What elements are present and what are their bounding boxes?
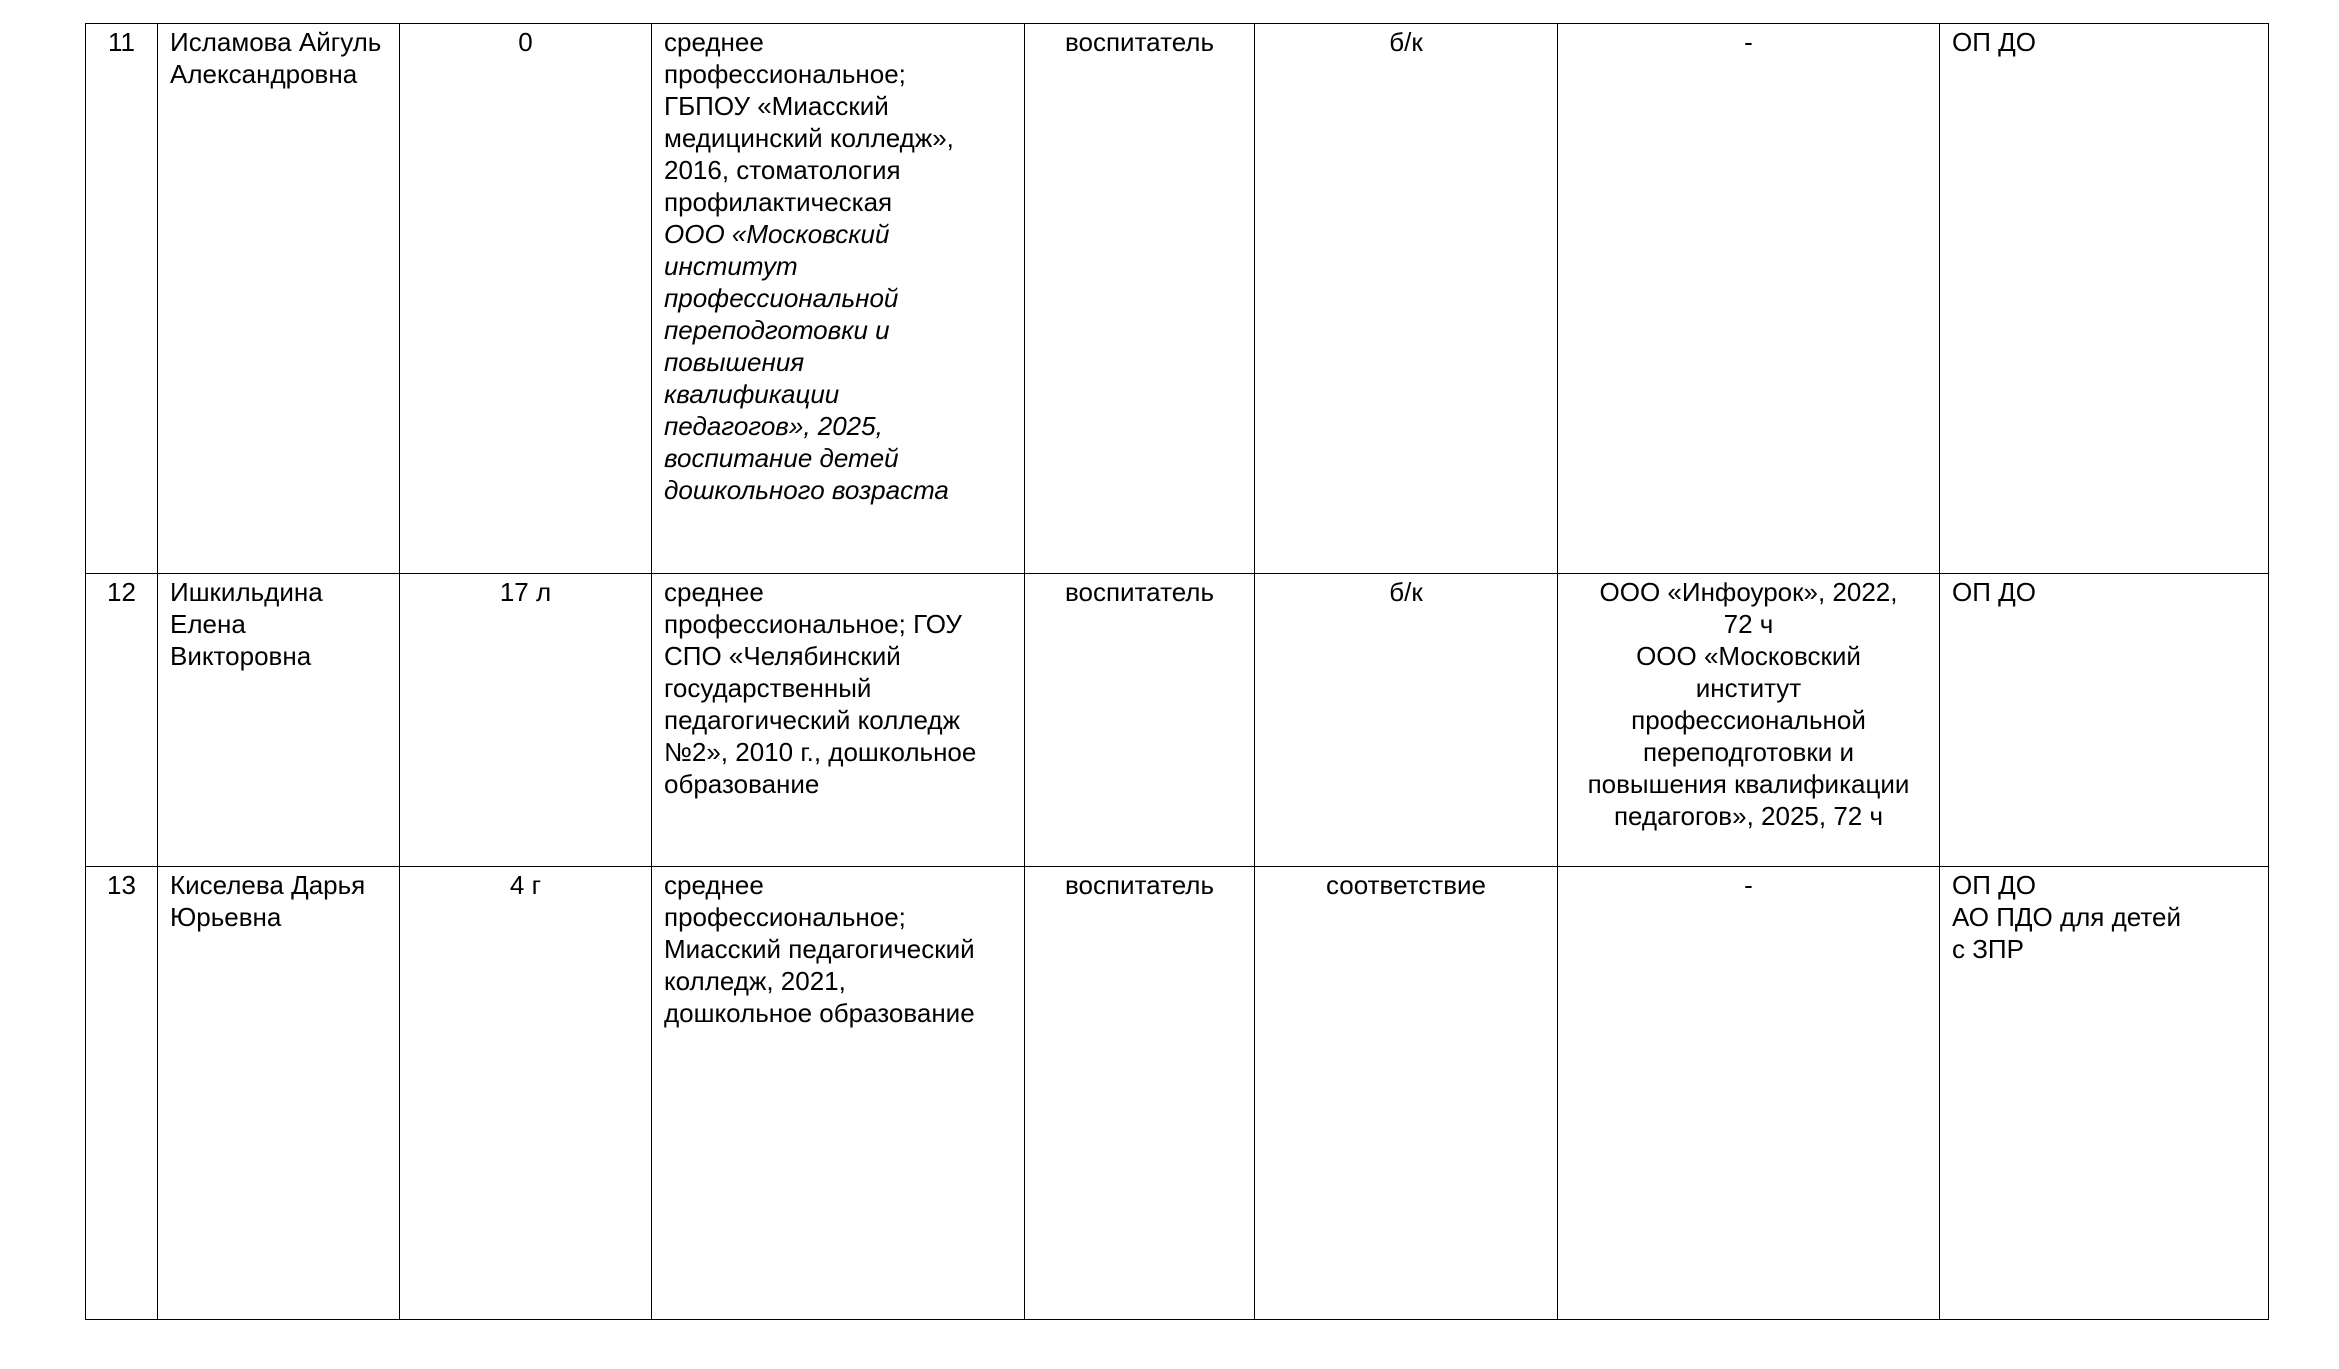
position-cell: воспитатель — [1025, 574, 1255, 867]
qualification-cell — [1558, 24, 1940, 574]
programs-cell — [1940, 867, 2269, 1320]
education-cell — [652, 867, 1025, 1320]
table-row — [86, 24, 2269, 574]
text-line: ООО «Московский — [664, 219, 890, 249]
text-line: 2016, стоматология — [664, 155, 901, 185]
text-line: педагогов», 2025, — [664, 411, 883, 441]
text-line: АО ПДО для детей — [1952, 902, 2181, 932]
text-line: воспитание детей — [664, 443, 899, 473]
text-line: ОП ДО — [1952, 577, 2036, 607]
education-cell — [652, 24, 1025, 574]
programs-cell — [1940, 24, 2269, 574]
text-line: профессиональной — [664, 283, 899, 313]
category-cell: б/к — [1255, 24, 1558, 574]
table-body — [86, 24, 2269, 1320]
text-line: среднее — [664, 27, 764, 57]
text-line: дошкольного возраста — [664, 475, 949, 505]
qualification-cell — [1558, 867, 1940, 1320]
text-line: институт — [1695, 673, 1802, 703]
text-line: с ЗПР — [1952, 934, 2024, 964]
text-line: переподготовки и — [664, 315, 890, 345]
row-number-cell: 12 — [86, 574, 158, 867]
category-cell: соответствие — [1255, 867, 1558, 1320]
text-line: СПО «Челябинский — [664, 641, 901, 671]
text-line: - — [1744, 27, 1753, 57]
text-line: ООО «Московский — [1636, 641, 1861, 671]
table-row — [86, 574, 2269, 867]
text-line: 72 ч — [1723, 609, 1774, 639]
text-line: профессиональное; ГОУ — [664, 609, 962, 639]
experience-cell: 4 г — [400, 867, 652, 1320]
experience-cell: 0 — [400, 24, 652, 574]
text-line: переподготовки и — [1643, 737, 1854, 767]
row-number-cell: 11 — [86, 24, 158, 574]
text-line: педагогов», 2025, 72 ч — [1613, 801, 1884, 831]
text-line: колледж, 2021, — [664, 966, 846, 996]
text-line: повышения квалификации — [1587, 769, 1910, 799]
position-cell: воспитатель — [1025, 24, 1255, 574]
text-line: повышения — [664, 347, 805, 377]
text-line: №2», 2010 г., дошкольное — [664, 737, 977, 767]
education-cell — [652, 574, 1025, 867]
position-cell: воспитатель — [1025, 867, 1255, 1320]
text-line: ООО «Инфоурок», 2022, — [1599, 577, 1898, 607]
text-line: профессиональное; — [664, 59, 906, 89]
text-line: среднее — [664, 870, 764, 900]
text-line: квалификации — [664, 379, 840, 409]
text-line: медицинский колледж», — [664, 123, 954, 153]
full-name-cell: Ишкильдина Елена Викторовна — [158, 574, 400, 867]
text-line: ОП ДО — [1952, 27, 2036, 57]
row-number-cell: 13 — [86, 867, 158, 1320]
text-line: образование — [664, 769, 820, 799]
text-line: Миасский педагогический — [664, 934, 975, 964]
programs-cell — [1940, 574, 2269, 867]
text-line: институт — [664, 251, 798, 281]
text-line: профессиональное; — [664, 902, 906, 932]
experience-cell: 17 л — [400, 574, 652, 867]
text-line: профессиональной — [1631, 705, 1866, 735]
full-name-cell: Киселева Дарья Юрьевна — [158, 867, 400, 1320]
text-line: дошкольное образование — [664, 998, 975, 1028]
text-line: - — [1744, 870, 1753, 900]
full-name-cell: Исламова Айгуль Александровна — [158, 24, 400, 574]
text-line: ОП ДО — [1952, 870, 2036, 900]
table-row — [86, 867, 2269, 1320]
text-line: ГБПОУ «Миасский — [664, 91, 889, 121]
category-cell: б/к — [1255, 574, 1558, 867]
text-line: профилактическая — [664, 187, 893, 217]
text-line: среднее — [664, 577, 764, 607]
staff-table — [85, 23, 2269, 1320]
text-line: педагогический колледж — [664, 705, 960, 735]
text-line: государственный — [664, 673, 872, 703]
qualification-cell — [1558, 574, 1940, 867]
